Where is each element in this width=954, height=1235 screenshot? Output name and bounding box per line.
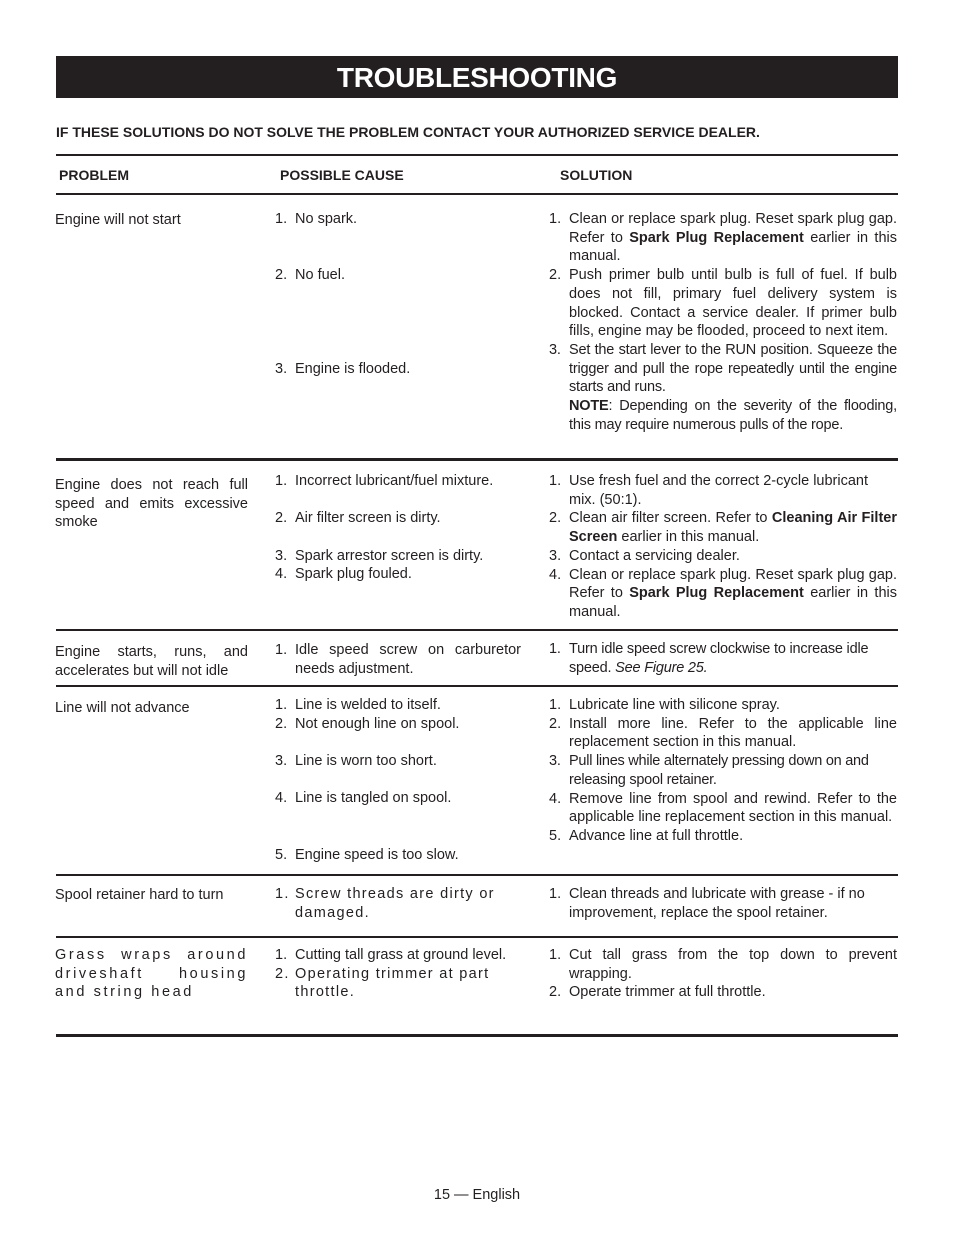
list-item: 2. Install more line. Refer to the applicable line replacement section in this manual. — [549, 715, 897, 751]
page-footer: 15 — English — [433, 1187, 521, 1203]
list-item: 3. Contact a servicing dealer. — [549, 547, 740, 564]
list-item: 2. Not enough line on spool. — [275, 715, 460, 732]
list-item: 3. Engine is flooded. — [275, 360, 411, 377]
list-item: 3. Set the start lever to the RUN position. Squeeze the trigger and pull the rope repeatedly until the engine starts and runs. NOTE: Depending on the severity of the flooding, this may require numerous pulls of the rope. — [549, 341, 897, 433]
list-item: 4. Spark plug fouled. — [275, 566, 412, 583]
list-item: 1. Line is welded to itself. — [275, 697, 441, 713]
row-5-solutions — [549, 885, 897, 922]
list-item: 1. Screw threads are dirty or damaged. — [275, 886, 495, 921]
list-item: 2. Air filter screen is dirty. — [275, 510, 441, 527]
header-problem: PROBLEM — [59, 167, 129, 183]
list-item: 4. Remove line from spool and rewind. Refer to the applicable line replacement section in this manual. — [549, 790, 897, 826]
list-item: 2. Operate trimmer at full throttle. — [549, 984, 766, 1001]
list-item: 3. Line is worn too short. — [275, 753, 437, 770]
list-item: 2. Clean air filter screen. Refer to Cleaning Air Filter Screen earlier in this manual. — [549, 510, 897, 546]
row-1-causes — [275, 210, 521, 378]
list-item: 1. Cutting tall grass at ground level. — [275, 947, 507, 963]
list-item: 2. Push primer bulb until bulb is full of fuel. If bulb does not fill, primary fuel delivery system is blocked. Contact a service dealer. If primer bulb fills, engine may be flooded, proceed to next item. — [549, 267, 897, 340]
list-item: 5. Engine speed is too slow. — [275, 846, 459, 863]
row-1-problem: Engine will not start — [55, 212, 181, 228]
row-3-solutions — [549, 640, 897, 677]
row-divider — [56, 629, 898, 631]
table-top-rule — [56, 154, 898, 156]
list-item: 2. Operating trimmer at part throttle. — [275, 965, 490, 1001]
row-5-problem: Spool retainer hard to turn — [55, 887, 224, 903]
header-solution: SOLUTION — [560, 167, 633, 183]
list-item: 1. Incorrect lubricant/fuel mixture. — [275, 473, 494, 489]
row-1-solutions — [549, 210, 897, 434]
list-item: 1. No spark. — [275, 211, 358, 227]
row-divider — [56, 936, 898, 938]
row-6-problem: Grass wraps around driveshaft housing and string head — [55, 947, 248, 1001]
list-item: 1. Turn idle speed screw clockwise to increase idle speed. See Figure 25. — [549, 641, 869, 676]
row-6-solutions — [549, 946, 897, 1002]
row-3-problem: Engine starts, runs, and accelerates but will not idle — [55, 644, 248, 679]
row-5-causes — [275, 885, 521, 922]
row-divider — [56, 458, 898, 461]
table-bottom-rule — [56, 1034, 898, 1037]
list-item: 1. Cut tall grass from the top down to prevent wrapping. — [549, 947, 897, 982]
list-item: 4. Line is tangled on spool. — [275, 790, 452, 807]
row-6-causes — [275, 946, 521, 1002]
row-2-problem: Engine does not reach full speed and emits excessive smoke — [55, 477, 248, 531]
list-item: 1. Use fresh fuel and the correct 2-cycle lubricant mix. (50:1). — [549, 473, 868, 508]
row-divider — [56, 874, 898, 876]
row-2-solutions — [549, 472, 897, 622]
header-cause: POSSIBLE CAUSE — [280, 167, 404, 183]
row-4-causes — [275, 696, 521, 864]
list-item: 1. Clean or replace spark plug. Reset spark plug gap. Refer to Spark Plug Replacement earlier in this manual. — [549, 211, 897, 265]
row-4-solutions — [549, 696, 897, 846]
row-2-causes — [275, 472, 521, 584]
row-divider — [56, 685, 898, 687]
row-3-causes — [275, 641, 521, 678]
list-item: 1. Lubricate line with silicone spray. — [549, 697, 780, 713]
list-item: 4. Clean or replace spark plug. Reset spark plug gap. Refer to Spark Plug Replacement earlier in this manual. — [549, 566, 897, 620]
page-title: TROUBLESHOOTING — [56, 56, 898, 98]
header-rule — [56, 193, 898, 195]
row-4-problem: Line will not advance — [55, 700, 190, 716]
list-item: 3. Spark arrestor screen is dirty. — [275, 547, 484, 564]
list-item: 3. Pull lines while alternately pressing down on and releasing spool retainer. — [549, 753, 869, 788]
list-item: 1. Clean threads and lubricate with grease - if no improvement, replace the spool retainer. — [549, 886, 865, 921]
list-item: 2. No fuel. — [275, 267, 345, 284]
warning-text: IF THESE SOLUTIONS DO NOT SOLVE THE PROBLEM CONTACT YOUR AUTHORIZED SERVICE DEALER. — [56, 124, 760, 140]
list-item: 5. Advance line at full throttle. — [549, 827, 744, 844]
list-item: 1. Idle speed screw on carburetor needs adjustment. — [275, 642, 521, 677]
